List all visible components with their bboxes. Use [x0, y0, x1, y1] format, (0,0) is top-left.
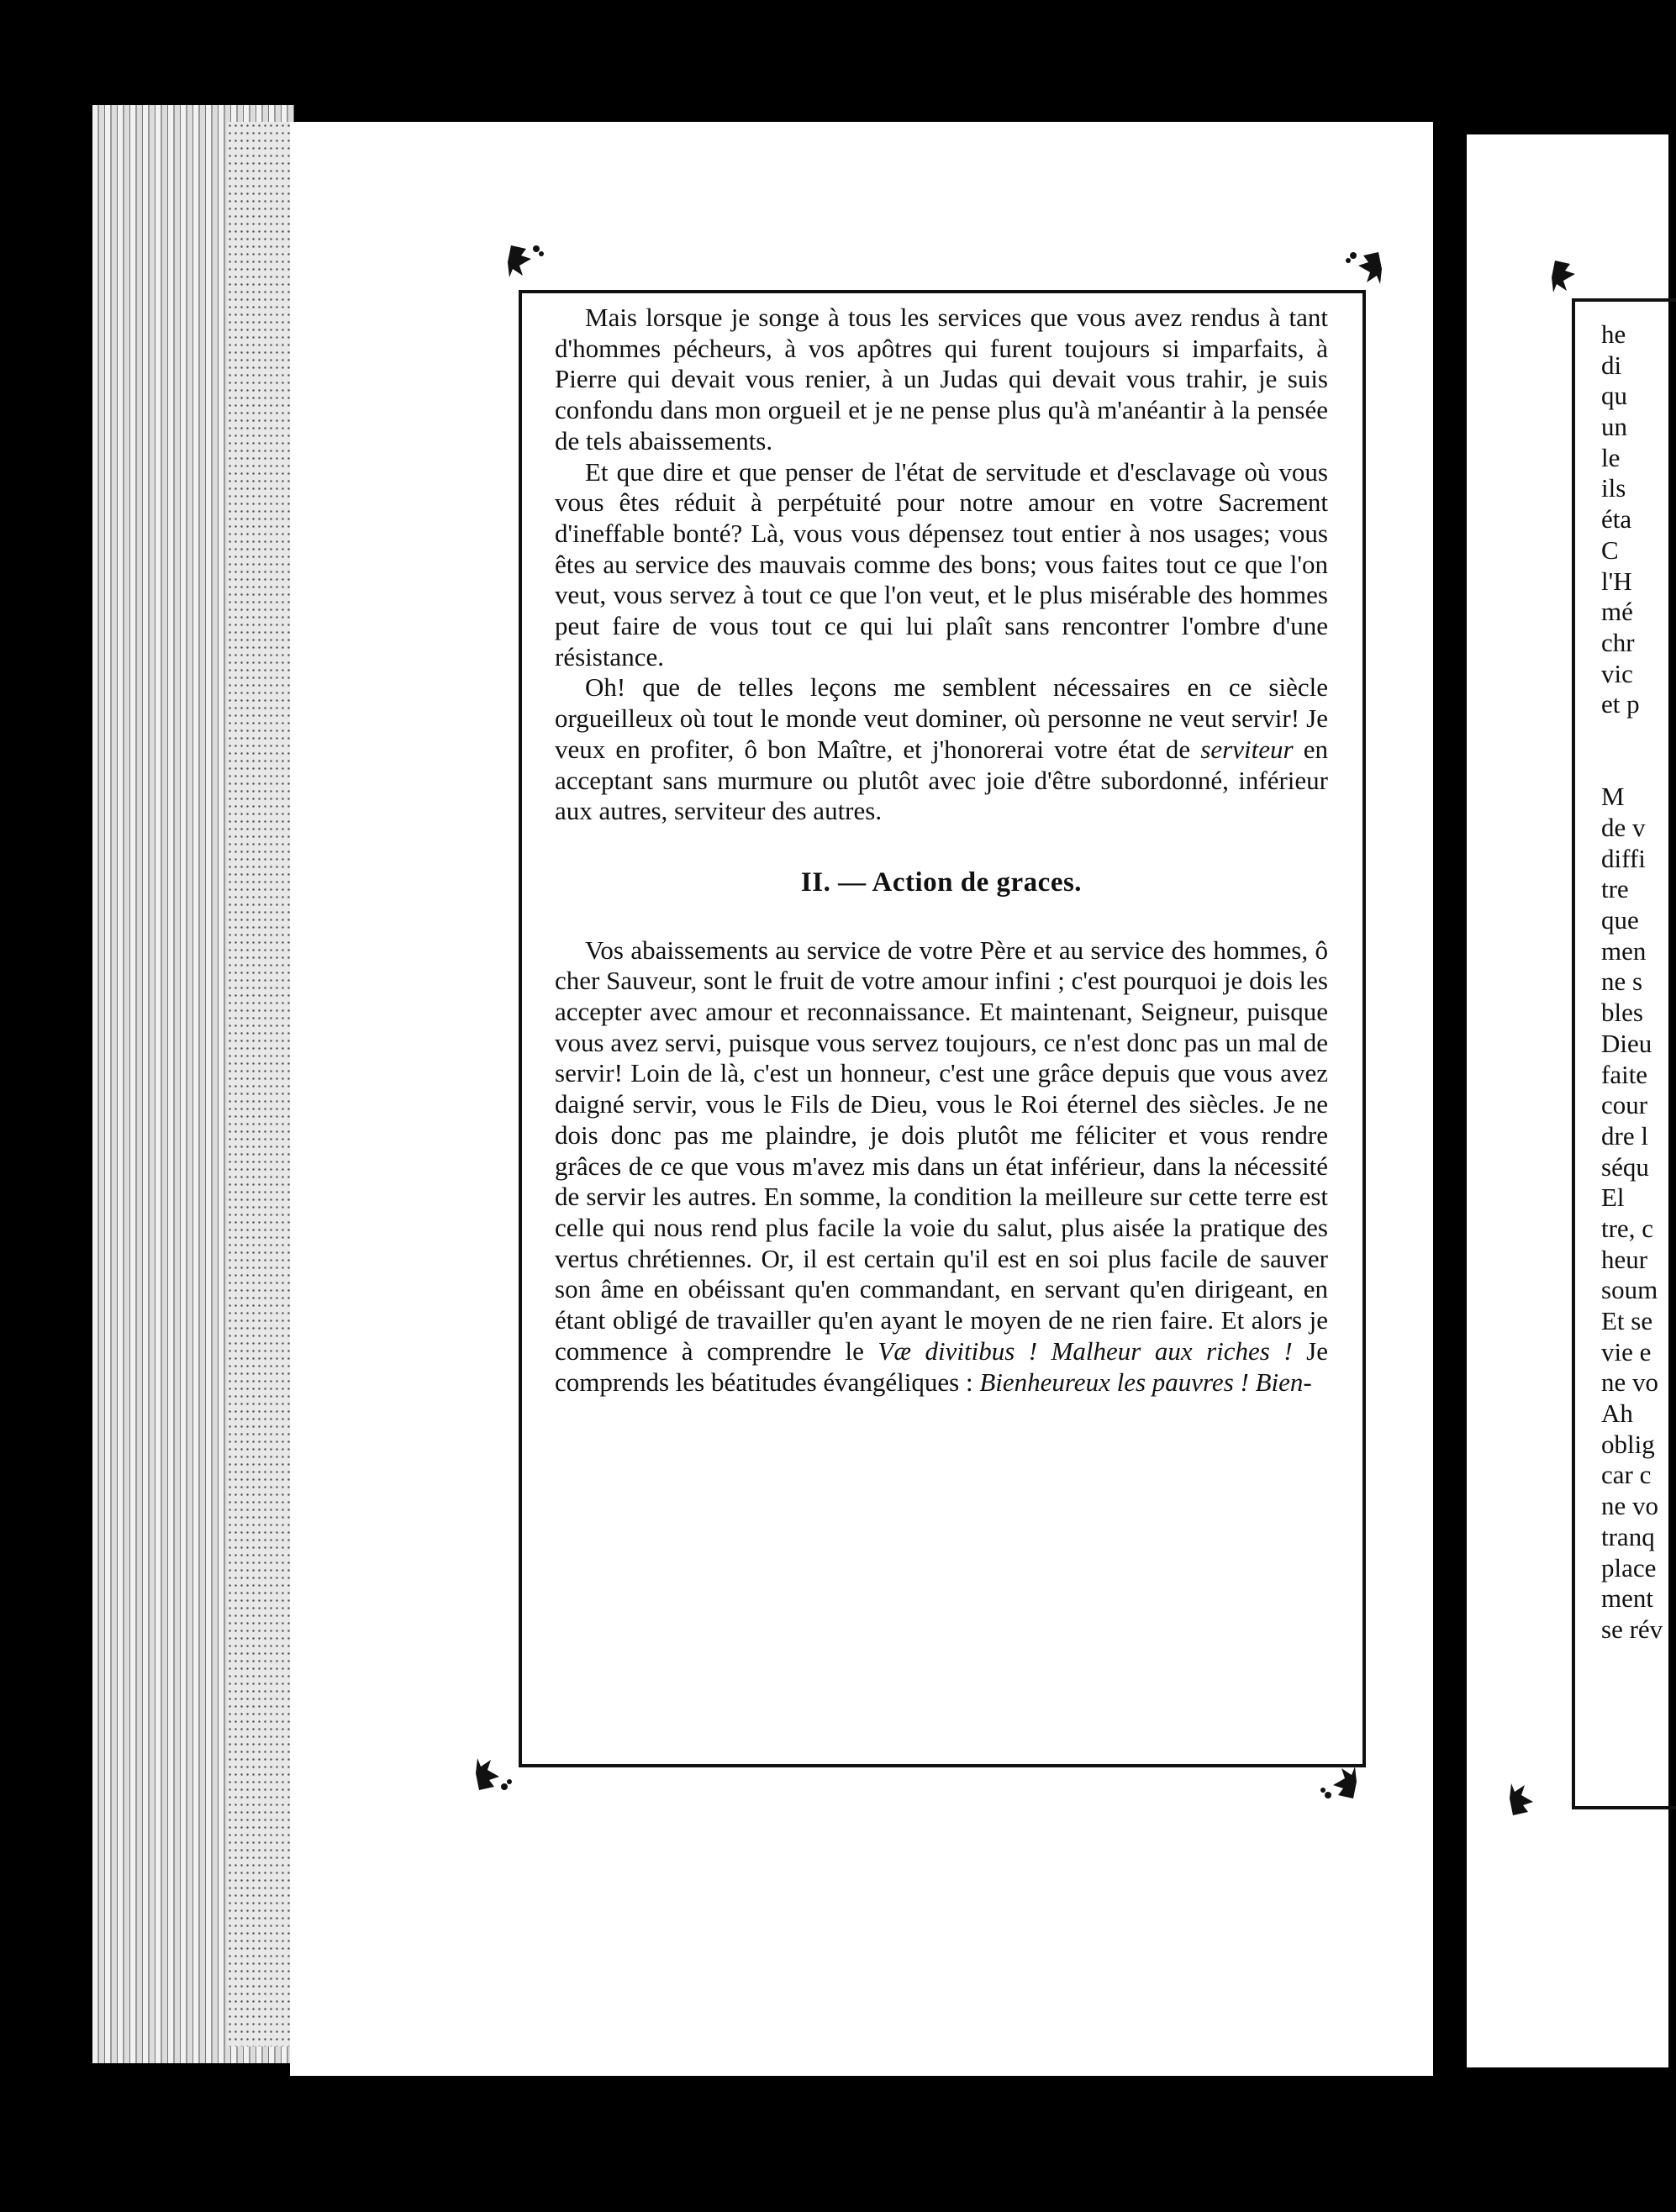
right-page-ornament-bottom-icon: [1505, 1773, 1555, 1824]
right-page-line: cour: [1601, 1090, 1648, 1120]
right-page-line: chr: [1601, 627, 1635, 657]
paragraph-4-italic-b: Bienheureux les pauvres ! Bien-: [979, 1367, 1312, 1397]
right-page-line: un: [1601, 412, 1627, 442]
right-page-line: que: [1601, 905, 1639, 935]
right-page-line: vie e: [1601, 1336, 1652, 1367]
right-page-ornament-top-icon: [1547, 252, 1597, 303]
right-page-line: l'H: [1601, 566, 1632, 596]
right-page-line: ils: [1601, 473, 1626, 503]
right-page-line: ne vo: [1601, 1367, 1659, 1398]
corner-ornament-top-left-icon: [503, 237, 553, 287]
corner-ornament-bottom-left-icon: [471, 1748, 521, 1799]
corner-ornament-top-right-icon: [1336, 244, 1387, 294]
right-page-line: diffi: [1601, 843, 1646, 873]
paragraph-3-text-a: Oh! que de telles leçons me semblent nécessaires en ce siècle orgueilleux où tout le monde veut dominer, où personne ne veut servir! Je veux en profiter, ô bon Maître, et j'honorerai votre état de: [555, 672, 1328, 764]
paragraph-1: Mais lorsque je songe à tous les services que vous avez rendus à tant d'hommes pécheurs, à vos apôtres qui furent toujours si imparfaits, à Pierre qui devait vous renier, à un Judas qui devait vous trahir, je suis confondu dans mon orgueil et je ne pense plus qu'à m'anéantir à la pensée de tels abaissements.: [555, 303, 1328, 456]
paragraph-3: [555, 672, 1328, 827]
right-page-line: éta: [1601, 504, 1632, 535]
right-page-text: [1601, 319, 1668, 1646]
right-page-line: tranq: [1601, 1521, 1655, 1551]
paragraph-4-text-a: Vos abaissements au service de votre Père et au service des hommes, ô cher Sauveur, sont le fruit de votre amour infini ; c'est pourquoi je dois les accepter avec amour et reconnaissance. Et maintenant, Seigneur, puisque vous avez servi, puisque vous servez toujours, ce n'est donc pas un mal de servir! Loin de là, c'est un honneur, c'est une grâce depuis que vous avez daigné servir, vous le Fils de Dieu, vous le Roi éternel des siècles. Je ne dois donc pas me plaindre, je dois plutôt me féliciter et vous rendre grâces de ce que vous m'avez mis dans un état inférieur, dans la nécessité de servir les autres. En somme, la condition la meilleure sur cette terre est celle qui nous rend plus facile la voie du salut, plus aisée la pratique des vertus chrétiennes. Or, il est certain qu'il est en soi plus facile de sauver son âme en obéissant qu'en commandant, en servant qu'en dirigeant, en étant obligé de travailler qu'en ayant le moyen de ne rien faire. Et alors je commence à comprendre le: [555, 935, 1328, 1366]
page-edge-speckle: [227, 122, 294, 2046]
right-page-line: El: [1601, 1182, 1625, 1213]
right-page-line: ne vo: [1601, 1491, 1659, 1521]
paragraph-4-italic-a: Væ divitibus ! Malheur aux riches !: [878, 1335, 1293, 1366]
right-page-line: di: [1601, 350, 1622, 380]
right-page-line: faite: [1601, 1059, 1648, 1089]
right-page-line: vic: [1601, 658, 1633, 688]
right-page-line: de v: [1601, 813, 1646, 842]
right-page-line: Dieu: [1601, 1028, 1652, 1058]
right-page-line: soum: [1601, 1275, 1658, 1305]
right-page-line: M: [1601, 782, 1625, 812]
right-page-line: séqu: [1601, 1151, 1649, 1182]
page-text-body: [555, 303, 1328, 1398]
right-page-line: et p: [1601, 689, 1640, 719]
right-page-line: he: [1601, 319, 1626, 349]
paragraph-4: [555, 935, 1328, 1398]
corner-ornament-bottom-right-icon: [1311, 1756, 1362, 1807]
right-page-line: bles: [1601, 998, 1643, 1028]
right-page-line: heur: [1601, 1244, 1648, 1274]
paragraph-4-text-b: Je comprends les béatitudes évangéliques :: [555, 1335, 1329, 1397]
right-page-line: ne s: [1601, 966, 1643, 997]
right-page-line: se rév: [1601, 1614, 1663, 1644]
right-page-line: place: [1601, 1552, 1657, 1583]
right-page-line: tre, c: [1601, 1213, 1653, 1243]
right-page-line: Et se: [1601, 1306, 1653, 1335]
right-page-line: le: [1601, 442, 1621, 472]
right-page-line: men: [1601, 935, 1647, 966]
right-page-line: Ah: [1601, 1398, 1633, 1429]
right-page-line: dre l: [1601, 1120, 1648, 1151]
right-page-line: tre: [1601, 874, 1629, 904]
right-page-line: car c: [1601, 1460, 1652, 1490]
right-page-line: C: [1601, 535, 1619, 565]
right-page-line: [1601, 720, 1668, 751]
section-heading: II. — Action de graces.: [800, 866, 1083, 898]
right-page-line: qu: [1601, 381, 1627, 411]
paragraph-3-italic: serviteur: [1200, 734, 1294, 764]
right-page-line: oblig: [1601, 1429, 1655, 1459]
paragraph-3-text-b: en acceptant sans murmure ou plutôt avec joie d'être subordonné, inférieur aux autres, serviteur des autres.: [555, 734, 1328, 826]
right-page-line: [1601, 751, 1668, 782]
paragraph-2: Et que dire et que penser de l'état de servitude et d'esclavage où vous vous êtes réduit à perpétuité pour notre amour en votre Sacrement d'ineffable bonté? Là, vous vous dépensez tout entier à nos usages; vous êtes au service des mauvais comme des bons; vous faites tout ce que l'on veut, vous servez à tout ce que l'on veut, et le plus misérable des hommes peut faire de vous tout ce qui lui plaît sans rencontrer l'ombre d'une résistance.: [555, 456, 1328, 672]
right-page-line: mé: [1601, 597, 1633, 627]
right-page-line: ment: [1601, 1583, 1653, 1614]
